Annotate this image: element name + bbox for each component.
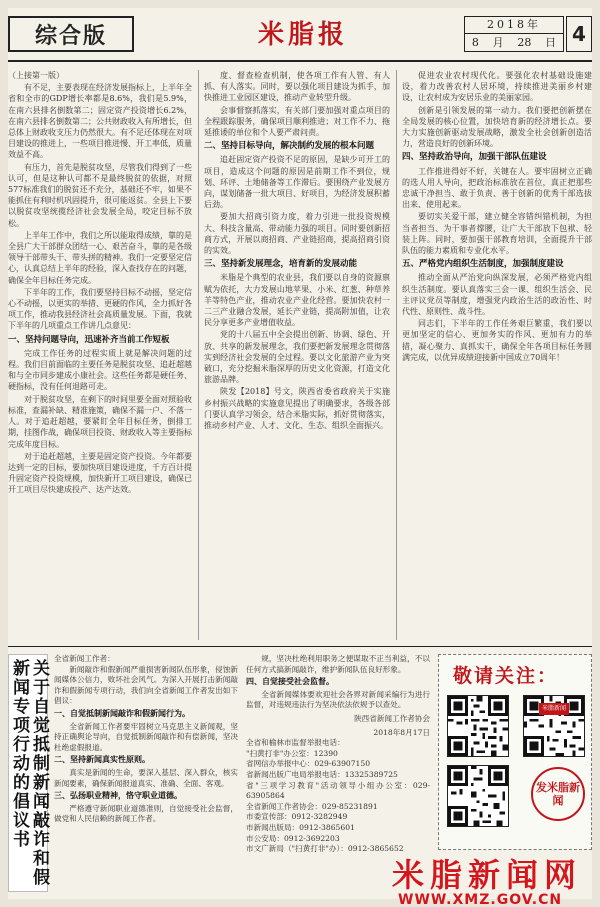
app-logo[interactable]: 发米脂新闻 <box>531 767 585 821</box>
paragraph: 全省新闻媒体要欢迎社会各界对新闻采编行为进行监督，对违规违法行为坚决依法依规予以查处。 <box>246 689 430 710</box>
proposal-body-left <box>54 654 238 894</box>
paragraph: 完成工作任务的过程实质上就是解决问题的过程。我们目前面临的主要任务是脱贫攻坚、追赶超越和与全市同步建成小康社会。这些任务都是硬任务、硬指标，没有任何退路可走。 <box>8 348 192 392</box>
column-divider <box>198 70 199 640</box>
hotline-item: 省新闻出版广电局举报电话：13325389725 <box>246 769 398 779</box>
section-heading: 一、坚持问题导向，迅速补齐当前工作短板 <box>8 334 170 345</box>
site-url[interactable]: WWW.XMZ.GOV.CN <box>398 892 563 907</box>
paragraph: 追赶固定资产投资不足的原因，是缺少可开工的项目，造成这个问题的原因是前期工作不到位，规划、环评、土地储备等工作滞后。要围绕产业发展方向，谋划储备一批大项目、好项目，为经济发展积蓄后劲。 <box>204 155 390 210</box>
qr-code-icon[interactable] <box>447 695 509 757</box>
item-heading: 四、自觉接受社会监督。 <box>246 677 334 687</box>
app-badge: 米脂新闻 <box>539 703 569 715</box>
proposal-title: 关于自觉抵制新闻敲诈和假新闻专项行动的倡议书 <box>9 659 49 887</box>
signature-date: 2018年8月17日 <box>373 727 430 737</box>
section-title: 综合版 <box>8 16 134 52</box>
paragraph: 新闻敲诈和假新闻严重损害新闻队伍形象，侵蚀新闻媒体公信力，败坏社会风气。为深入开展打击新闻敲诈和假新闻专项行动，我们向全省新闻工作者发出如下倡议： <box>54 664 238 706</box>
section-heading: 五、严格党内组织生活制度，加强制度建设 <box>402 259 564 270</box>
issue-day-label: 日 <box>545 36 557 49</box>
follow-us-box <box>438 654 592 850</box>
article-column-1 <box>8 70 192 640</box>
hotline-item: 全省新闻工作者协会：029-85231891 <box>246 801 378 811</box>
issue-date <box>464 16 564 52</box>
site-brand: 米脂新闻网 <box>392 856 583 894</box>
masthead-logo: 米脂报 <box>258 20 349 50</box>
follow-us-title: 敬请关注： <box>453 665 559 687</box>
paragraph: 真实是新闻的生命，要深入基层、深入群众，核实新闻要素，确保新闻报道真实、准确、全面、客观。 <box>54 767 238 788</box>
article-column-2 <box>204 70 390 640</box>
paragraph: 工作推进得好不好，关键在人。要牢固树立正确的选人用人导向，把政治标准放在首位，真正把那些忠诚干净担当、敢于负责、善于创新的优秀干部选拔出来、使用起来。 <box>402 166 592 210</box>
hotline-item: 市公安局：0912-3692203 <box>246 833 340 843</box>
section-heading: 二、坚持目标导向，解决制约发展的根本问题 <box>204 141 375 152</box>
issue-day: 28 <box>517 36 532 49</box>
paragraph: 上半年工作中，我们之所以能取得成绩，靠的是全县广大干部群众团结一心、艰苦奋斗，靠的是各级领导干部带头干、带头拼的精神。我们一定要坚定信心，认真总结上半年的经验，深入查找存在的问题，确保全年目标任务完成。 <box>8 230 192 285</box>
paragraph: 全省新闻工作者要牢固树立马克思主义新闻观，坚持正确舆论导向，自觉抵制新闻敲诈和有偿新闻，坚决杜绝虚假报道。 <box>54 721 238 752</box>
hotline-item: 省网信办举报中心：029-63907150 <box>246 759 371 769</box>
issue-month-label: 月 <box>492 36 504 49</box>
qr-code-icon[interactable] <box>447 765 509 827</box>
item-heading: 二、坚持新闻真实性原则。 <box>54 755 150 765</box>
paragraph: 有不足，主要表现在经济发展指标上，上半年全省和全市的GDP增长率都是8.6%，我们是5.9%，在南六县排名倒数第二；固定资产投资增长6.2%，在南六县排名倒数第二；公共财政收入有所增长，但总体上财政收支压力仍然很大。有不足还体现在对项目建设的推进上，一些项目推进慢、开工率低，质量效益不高。 <box>8 83 192 160</box>
paragraph: 要加大招商引资力度，着力引进一批投资规模大、科技含量高、带动能力强的项目。同时要创新招商方式，开展以商招商、产业链招商，提高招商引资的实效。 <box>204 212 390 256</box>
section-rule <box>8 646 592 647</box>
greeting: 全省新闻工作者： <box>54 654 115 663</box>
signature: 陕西省新闻工作者协会 <box>354 713 430 723</box>
issue-year: 2018年 <box>465 17 563 34</box>
paragraph: 规，坚决杜绝利用职务之便谋取不正当利益，不以任何方式搞新闻敲诈，维护新闻队伍良好形象。 <box>246 654 430 674</box>
item-heading: 三、弘扬职业精神，恪守职业道德。 <box>54 791 182 801</box>
paragraph: 要切实关爱干部，建立健全容错纠错机制，为担当者担当、为干事者撑腰，让广大干部放下包袱、轻装上阵。同时，要加强干部教育培训，全面提升干部队伍的能力素质和专业化水平。 <box>402 212 592 256</box>
hotline-item: 市委宣传部：0912-3282949 <box>246 812 348 822</box>
section-heading: 四、坚持政治导向，加强干部队伍建设 <box>402 152 547 163</box>
page-header <box>8 8 592 56</box>
continued-note: （上接第一版） <box>8 71 64 80</box>
paragraph: 下半年的工作，我们要坚持目标不动摇，坚定信心不动摇，以更实的举措、更硬的作风，全力抓好各项工作，推动我县经济社会高质量发展。下面，我就下半年的几项重点工作讲几点意见： <box>8 287 192 331</box>
hotline-item: 市文广新局（"扫黄打非"办）：0912-3865652 <box>246 844 404 854</box>
proposal-title-box <box>8 654 48 892</box>
paragraph: 推动全面从严治党向纵深发展，必须严格党内组织生活制度。要认真落实三会一课、组织生活会、民主评议党员等制度，增强党内政治生活的政治性、时代性、原则性、战斗性。 <box>402 273 592 317</box>
paragraph: 度、督查检查机制，使各项工作有人管、有人抓、有人落实。同时，要以强化项目建设为抓手，加快推进工业园区建设，推动产业转型升级。 <box>204 71 390 103</box>
section-heading: 三、坚持新发展理念，培育新的发展动能 <box>204 259 358 270</box>
header-rule <box>8 60 592 62</box>
paragraph: 创新是引领发展的第一动力。我们要把创新摆在全局发展的核心位置，加快培育新的经济增长点。要大力实施创新驱动发展战略，激发全社会创新创造活力，营造良好的创新环境。 <box>402 105 592 149</box>
hotline-item: "扫黄打非"办公室：12390 <box>246 748 338 758</box>
paragraph: 对于脱贫攻坚，在剩下的时间里要全面对照验收标准，查漏补缺、精准施策，确保不漏一户、不落一人。对于追赶超越，要紧盯全年目标任务，倒排工期，挂图作战，确保项目投资、财政收入等主要指标完成年度目标。 <box>8 394 192 449</box>
paragraph: 陕发【2018】号文，陕西省委省政府关于实施乡村振兴战略的实施意见提出了明确要求，各级各部门要认真学习领会，结合米脂实际，抓好贯彻落实，推动乡村产业、人才、文化、生态、组织全面振兴。 <box>204 387 390 431</box>
item-heading: 一、自觉抵制新闻敲诈和假新闻行为。 <box>54 708 190 718</box>
paragraph: 会事督察抓落实，有关部门要加强对重点项目的全程跟踪服务，确保项目顺利推进；对工作不力、拖延推诿的单位和个人要严肃问责。 <box>204 105 390 138</box>
paragraph: 同志们，下半年的工作任务艰巨繁重，我们要以更加坚定的信心、更加务实的作风、更加有力的举措，凝心聚力、真抓实干，确保全年各项目标任务圆满完成，以优异成绩迎接新中国成立70周年！ <box>402 319 592 362</box>
page-number: 4 <box>566 16 592 52</box>
paragraph: 对于追赶超越，主要是固定资产投资。今年都要达到一定的目标，要加快项目建设进度，千方百计提升固定资产投资规模，加快新开工项目建设，确保已开工项目尽快建成投产、达产达效。 <box>8 451 192 495</box>
paragraph: 严格遵守新闻职业道德准则，自觉接受社会监督，做党和人民信赖的新闻工作者。 <box>54 803 238 824</box>
hotline-item: 省"三项学习教育"活动领导小组办公室：029-63905864 <box>246 780 430 801</box>
newspaper-page <box>8 8 592 907</box>
paragraph: 米脂是个典型的农业县，我们要以自身的资源禀赋为依托，大力发展山地苹果、小米、红葱、种草养羊等特色产业，推动农业产业化经营。要加快农村一二三产业融合发展，延长产业链，提高附加值，让农民分享更多产业增值收益。 <box>204 273 390 328</box>
article-column-3 <box>402 70 592 640</box>
paragraph: 有压力，首先是脱贫攻坚，尽管我们得到了一些认可，但是这种认可都不是最终脱贫的依据，对照577标准我们的脱贫还不充分，基础还不牢，如果不能抓住有利时机巩固提升，很可能返贫。全县上下要以脱贫攻坚统揽经济社会发展全局，咬定目标不放松。 <box>8 162 192 228</box>
paragraph: 促进农业农村现代化。要强化农村基础设施建设，着力改善农村人居环境，持续推进美丽乡村建设，让农村成为安居乐业的美丽家园。 <box>402 71 592 103</box>
issue-month: 8 <box>471 36 479 49</box>
hotline-title: 全省和榆林市监督举报电话： <box>246 738 345 748</box>
hotline-item: 市新闻出版局：0912-3865601 <box>246 822 355 832</box>
column-divider <box>396 70 397 640</box>
paragraph: 党的十八届五中全会提出创新、协调、绿色、开放、共享的新发展理念，我们要把新发展理念贯彻落实到经济社会发展的全过程。要以文化旅游产业为突破口，充分挖掘米脂深厚的历史文化资源，打造文化旅游品牌。 <box>204 330 390 385</box>
